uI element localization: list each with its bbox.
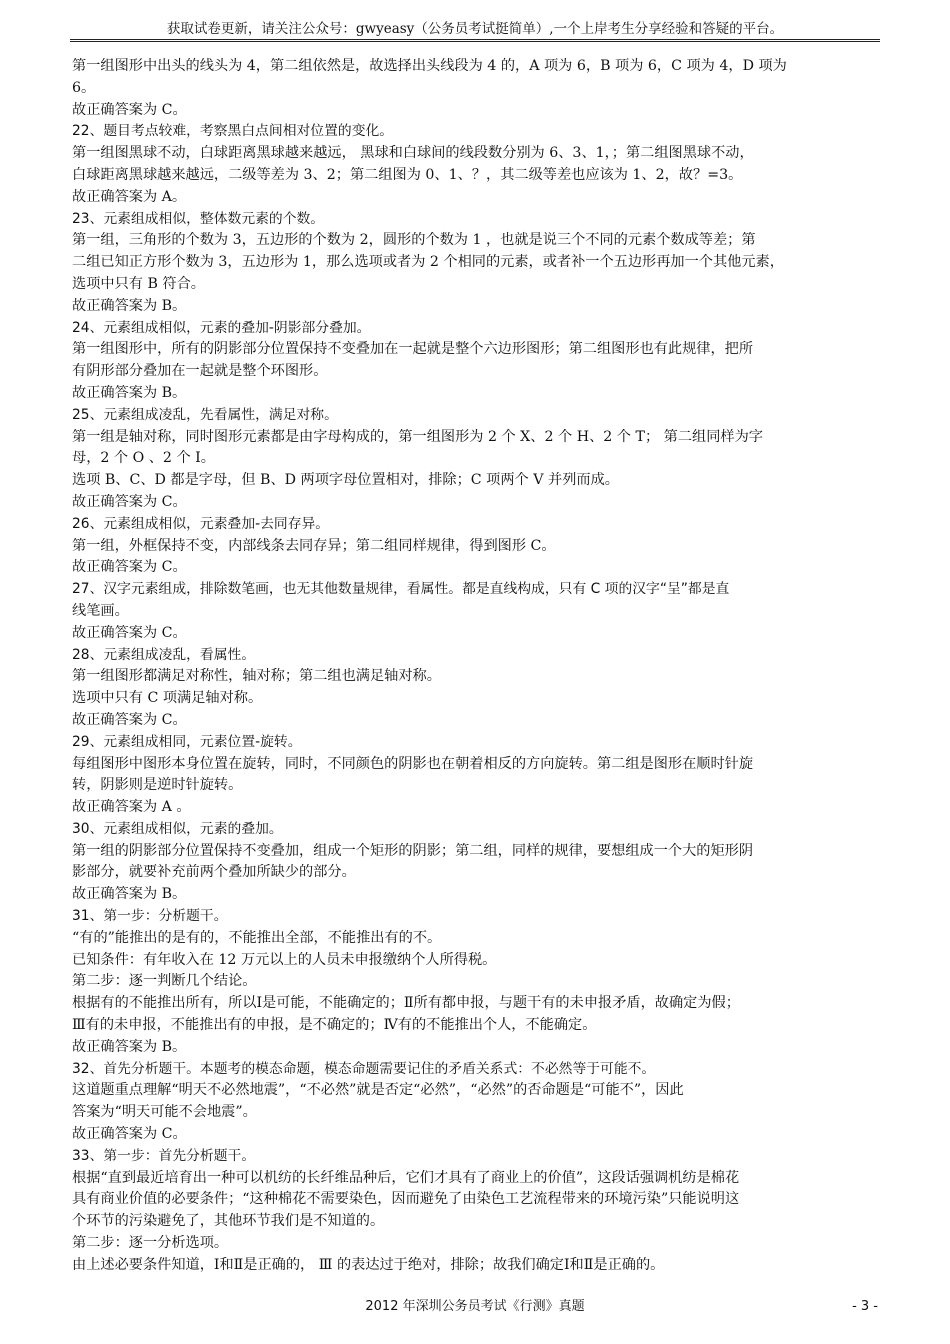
header-notice: 获取试卷更新，请关注公众号：gwyeasy（公务员考试挺简单）,一个上岸考生分享经验和答疑的平台。 bbox=[166, 21, 784, 37]
text-line: 32、首先分析题干。本题考的模态命题，模态命题需要记住的矛盾关系式：不必然等于可能不。 bbox=[72, 1060, 656, 1077]
text-line: 线笔画。 bbox=[72, 602, 129, 619]
text-line: 27、汉字元素组成，排除数笔画，也无其他数量规律，看属性。都是直线构成，只有 C 项的汉字“呈”都是直 bbox=[72, 581, 730, 598]
text-line: 故正确答案为 B。 bbox=[72, 886, 187, 903]
page-header bbox=[70, 0, 880, 42]
text-line: 故正确答案为 A 。 bbox=[72, 799, 191, 816]
text-line: 6。 bbox=[72, 79, 96, 96]
text-line: 第一组的阴影部分位置保持不变叠加，组成一个矩形的阴影；第二组，同样的规律，要想组成一个大的矩形阴 bbox=[72, 842, 754, 859]
text-line: 有阴形部分叠加在一起就是整个环图形。 bbox=[72, 363, 328, 380]
text-line: 第一组是轴对称，同时图形元素都是由字母构成的，第一组图形为 2 个 X、2 个 H、2 个 T； 第二组同样为字 bbox=[72, 428, 763, 445]
text-line: 第一组图形中，所有的阴影部分位置保持不变叠加在一起就是整个六边形图形；第二组图形也有此规律，把所 bbox=[72, 341, 754, 358]
answer-explanations bbox=[72, 56, 880, 1277]
text-line: 答案为“明天可能不会地震”。 bbox=[72, 1104, 257, 1121]
text-line: 根据“直到最近培育出一种可以机纺的长纤维品种后，它们才具有了商业上的价值”，这段话强调机纺是棉花 bbox=[72, 1169, 740, 1186]
text-line: 25、元素组成凌乱，先看属性，满足对称。 bbox=[72, 406, 338, 423]
text-line: 故正确答案为 C。 bbox=[72, 711, 187, 728]
text-line: 故正确答案为 C。 bbox=[72, 559, 187, 576]
text-line: 转，阴影则是逆时针旋转。 bbox=[72, 777, 243, 794]
text-line: 故正确答案为 B。 bbox=[72, 384, 187, 401]
text-line: 已知条件：有年收入在 12 万元以上的人员未申报缴纳个人所得税。 bbox=[72, 951, 497, 968]
text-line: 二组已知正方形个数为 3，五边形为 1，那么选项或者为 2 个相同的元素，或者补一个五边形再加一个其他元素， bbox=[72, 254, 784, 271]
text-line: 选项中只有 C 项满足轴对称。 bbox=[72, 690, 263, 707]
text-line: 根据有的不能推出所有，所以Ⅰ是可能，不能确定的；Ⅱ所有都申报，与题干有的未申报矛盾，故确定为假； bbox=[72, 995, 740, 1012]
text-line: “有的”能推出的是有的，不能推出全部，不能推出有的不。 bbox=[72, 929, 442, 946]
text-line: 白球距离黑球越来越远，二级等差为 3、2；第二组图为 0、1、？，其二级等差也应该为 1、2，故？=3。 bbox=[72, 166, 743, 183]
text-line: 选项 B、C、D 都是字母，但 B、D 两项字母位置相对，排除；C 项两个 V 并列而成。 bbox=[72, 472, 619, 489]
text-line: 第二步：逐一判断几个结论。 bbox=[72, 973, 257, 990]
text-line: 33、第一步：首先分析题干。 bbox=[72, 1147, 256, 1164]
text-line: 29、元素组成相同，元素位置-旋转。 bbox=[72, 733, 302, 750]
text-line: 31、第一步：分析题干。 bbox=[72, 908, 228, 925]
text-line: 个环节的污染避免了，其他环节我们是不知道的。 bbox=[72, 1213, 385, 1230]
text-line: 故正确答案为 C。 bbox=[72, 1126, 187, 1143]
text-line: 选项中只有 B 符合。 bbox=[72, 275, 205, 292]
text-line: 这道题重点理解“明天不必然地震”，“不必然”就是否定“必然”，“必然”的否命题是“可能不”，因此 bbox=[72, 1082, 684, 1099]
footer-title: 2012 年深圳公务员考试《行测》真题 bbox=[365, 1299, 585, 1314]
text-line: 第二步：逐一分析选项。 bbox=[72, 1235, 229, 1252]
text-line: 故正确答案为 A。 bbox=[72, 188, 187, 205]
page-footer bbox=[70, 1297, 880, 1317]
text-line: 由上述必要条件知道，Ⅰ和Ⅱ是正确的， Ⅲ 的表达过于绝对，排除；故我们确定Ⅰ和Ⅱ是正确的。 bbox=[72, 1256, 665, 1273]
text-line: 23、元素组成相似，整体数元素的个数。 bbox=[72, 210, 325, 227]
text-line: Ⅲ有的未申报，不能推出有的申报，是不确定的；Ⅳ有的不能推出个人，不能确定。 bbox=[72, 1017, 597, 1034]
text-line: 第一组图形中出头的线头为 4，第二组依然是，故选择出头线段为 4 的，A 项为 6，B 项为 6，C 项为 4，D 项为 bbox=[72, 58, 787, 74]
text-line: 第一组图黑球不动，白球距离黑球越来越远， 黑球和白球间的线段数分别为 6、3、1，；第二组图黑球不动， bbox=[72, 145, 754, 162]
text-line: 故正确答案为 C。 bbox=[72, 493, 187, 510]
text-line: 每组图形中图形本身位置在旋转，同时，不同颜色的阴影也在朝着相反的方向旋转。第二组是图形在顺时针旋 bbox=[72, 755, 754, 772]
text-line: 影部分，就要补充前两个叠加所缺少的部分。 bbox=[72, 864, 356, 881]
text-line: 22、题目考点较难，考察黑白点间相对位置的变化。 bbox=[72, 123, 394, 140]
text-line: 30、元素组成相似，元素的叠加。 bbox=[72, 820, 283, 837]
text-line: 28、元素组成凌乱，看属性。 bbox=[72, 646, 256, 663]
text-line: 故正确答案为 C。 bbox=[72, 624, 187, 641]
text-line: 具有商业价值的必要条件；“这种棉花不需要染色，因而避免了由染色工艺流程带来的环境污染”只能说明这 bbox=[72, 1191, 740, 1208]
text-line: 24、元素组成相似，元素的叠加-阴影部分叠加。 bbox=[72, 319, 371, 336]
text-line: 故正确答案为 B。 bbox=[72, 1038, 187, 1055]
text-line: 母，2 个 O 、2 个 I。 bbox=[72, 450, 215, 467]
text-line: 第一组，外框保持不变，内部线条去同存异；第二组同样规律，得到图形 C。 bbox=[72, 537, 556, 554]
page-number: - 3 - bbox=[852, 1299, 878, 1314]
text-line: 第一组图形都满足对称性，轴对称；第二组也满足轴对称。 bbox=[72, 668, 441, 685]
text-line: 故正确答案为 B。 bbox=[72, 297, 187, 314]
text-line: 故正确答案为 C。 bbox=[72, 101, 187, 118]
text-line: 26、元素组成相似，元素叠加-去同存异。 bbox=[72, 515, 330, 532]
text-line: 第一组，三角形的个数为 3，五边形的个数为 2，圆形的个数为 1 ，也就是说三个不同的元素个数成等差；第 bbox=[72, 232, 756, 249]
